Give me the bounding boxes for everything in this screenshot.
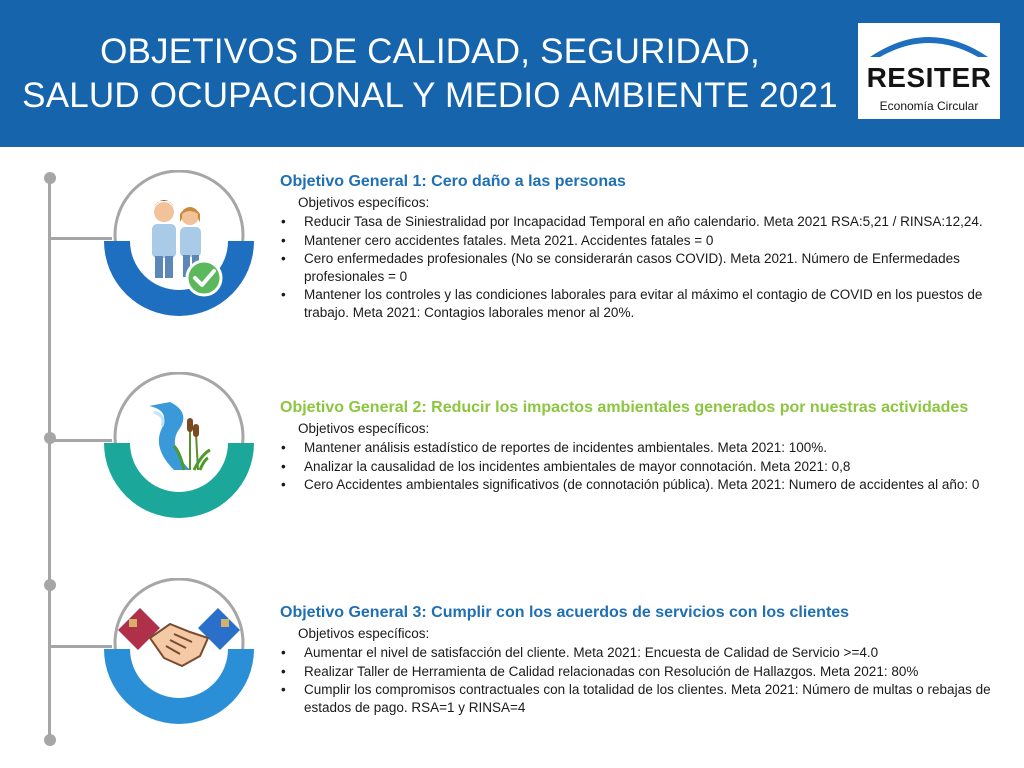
timeline-dot	[44, 579, 56, 591]
people-check-icon	[104, 170, 254, 320]
header-banner	[0, 0, 1024, 147]
title-line-2: SALUD OCUPACIONAL Y MEDIO AMBIENTE 2021	[22, 76, 838, 115]
objective-1-subtitle: Objetivos específicos:	[298, 195, 430, 210]
objective-3-list	[280, 644, 1010, 716]
timeline-connector	[50, 237, 112, 240]
list-item: • Aumentar el nivel de satisfacción del cliente. Meta 2021: Encuesta de Calidad de Servicio >=4.0	[280, 644, 1010, 662]
objective-2-title: Objetivo General 2: Reducir los impactos ambientales generados por nuestras actividades	[280, 399, 969, 416]
list-item: • Cero enfermedades profesionales (No se considerarán casos COVID). Meta 2021. Número de Enfermedades profesionales = 0	[280, 250, 1010, 285]
objective-2-subtitle: Objetivos específicos:	[298, 421, 430, 436]
list-item: • Mantener cero accidentes fatales. Meta 2021. Accidentes fatales = 0	[280, 232, 1010, 250]
timeline-dot	[44, 432, 56, 444]
logo-tagline: Economía Circular	[879, 99, 979, 113]
objective-1-title: Objetivo General 1: Cero daño a las personas	[280, 173, 626, 190]
list-item: • Cero Accidentes ambientales significativos (de connotación pública). Meta 2021: Numero de accidentes al año: 0	[280, 476, 1010, 494]
objective-1-list	[280, 213, 1010, 321]
list-item: • Reducir Tasa de Siniestralidad por Incapacidad Temporal en año calendario. Meta 2021 RSA:5,21 / RINSA:12,24.	[280, 213, 1010, 231]
logo-arc-icon	[858, 23, 1000, 63]
timeline-line	[48, 178, 51, 741]
objective-3-subtitle: Objetivos específicos:	[298, 626, 430, 641]
list-item: • Cumplir los compromisos contractuales con la totalidad de los clientes. Meta 2021: Número de multas o rebajas de estados de pago. RSA=1 y RINSA=4	[280, 681, 1010, 716]
objective-2-list	[280, 439, 1010, 494]
objective-1-section	[280, 172, 1010, 322]
handshake-icon	[104, 578, 254, 728]
resiter-logo	[858, 23, 1000, 119]
timeline-connector	[50, 439, 112, 442]
objective-1-icon-circle	[104, 170, 254, 320]
timeline-connector	[50, 645, 112, 648]
list-item: • Mantener análisis estadístico de reportes de incidentes ambientales. Meta 2021: 100%.	[280, 439, 1010, 457]
list-item: • Analizar la causalidad de los incidentes ambientales de mayor connotación. Meta 2021: 0,8	[280, 458, 1010, 476]
timeline-dot	[44, 172, 56, 184]
objective-3-section	[280, 603, 1010, 717]
title-line-1: OBJETIVOS DE CALIDAD, SEGURIDAD,	[100, 32, 760, 71]
objective-2-section	[280, 398, 1010, 495]
objective-2-icon-circle	[104, 372, 254, 522]
list-item: • Mantener los controles y las condiciones laborales para evitar al máximo el contagio de COVID en los puestos de trabajo. Meta 2021: Contagios laborales menor al 20%.	[280, 286, 1010, 321]
river-reeds-icon	[104, 372, 254, 522]
logo-name: RESITER	[866, 62, 992, 93]
timeline-dot	[44, 734, 56, 746]
page-title	[0, 30, 860, 118]
list-item: • Realizar Taller de Herramienta de Calidad relacionadas con Resolución de Hallazgos. Meta 2021: 80%	[280, 663, 1010, 681]
objective-3-title: Objetivo General 3: Cumplir con los acuerdos de servicios con los clientes	[280, 604, 850, 621]
objective-3-icon-circle	[104, 578, 254, 728]
